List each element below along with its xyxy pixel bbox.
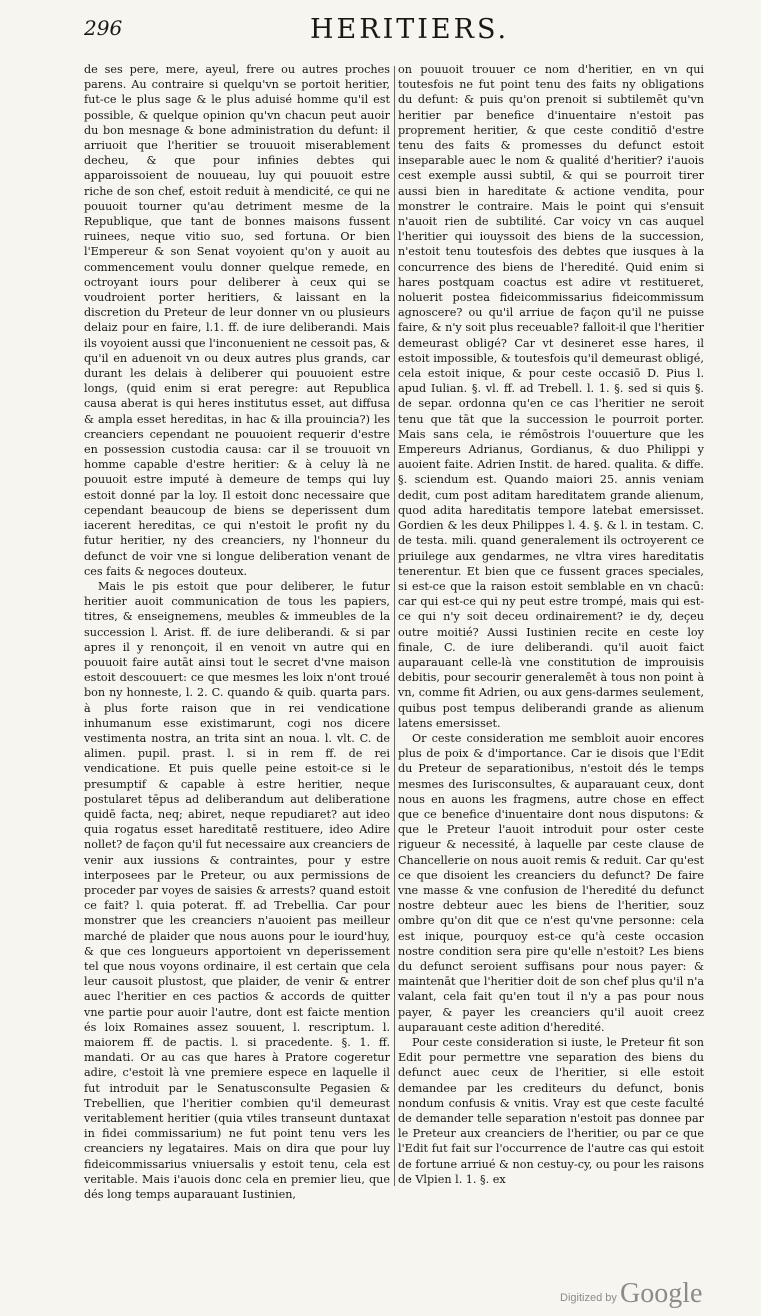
page-header [84, 14, 704, 64]
digitization-watermark [560, 1278, 720, 1312]
column-divider [394, 66, 395, 1186]
right-column [398, 62, 704, 1187]
left-paragraph-1: de ses pere, mere, ayeul, frere ou autres proches parens. Au contraire si quelqu'vn se portoit heritier, fut-ce le plus sage & le plus aduisé homme qu'il est possible, & quelque opinion qu'vn chacun peut auoir du bon mesnage & bone administration du defunt: il arriuoit que l'heritier se trouuoit miserablement decheu, & que pour infinies debtes qui apparoissoient de nouueau, luy qui pouuoit estre riche de son chef, estoit reduit à mendicité, ce qui ne pouuoit tourner qu'au detriment mesme de la Republique, que tant de bonnes maisons fussent ruinees, neque vitio suo, sed fortuna. Or bien l'Empereur & son Senat voyoient qu'on y auoit au commencement voulu donner quelque remede, en octroyant iours pour deliberer à ceux qui se voudroient porter heritiers, & laissant en la discretion du Preteur de leur donner vn ou plusieurs delaiz pour en faire, l.1. ff. de iure deliberandi. Mais ils voyoient aussi que l'inconuenient ne cessoit pas, & qu'il en aduenoit vn ou deux autres plus grands, car durant les delais à deliberer qui pouuoient estre longs, (quid enim si erat peregre: aut Republica causa aberat is qui heres institutus esset, aut diffusa & ampla esset hereditas, in hac & illa prouincia?) les creanciers cependant ne pouuoient requerir d'estre en possession custodia causa: car il se trouuoit vn homme capable d'estre heritier: & à celuy là ne pouuoit estre imputé à demeure de temps qui luy estoit donné par la loy. Il estoit donc necessaire que cependant beaucoup de biens se deperissent dum iacerent hereditas, ce qui n'estoit le profit ny du futur heritier, ny des creanciers, ny l'honneur du defunct de voir vne si longue deliberation venant de ces faits & negoces douteux. [84, 63, 390, 578]
watermark-prefix: Digitized by [560, 1292, 617, 1304]
left-paragraph-2: Mais le pis estoit que pour deliberer, le futur heritier auoit communication de tous les papiers, titres, & enseignemens, meubles & immeubles de la succession l. Arist. ff. de iure deliberandi. & si par apres il y renonçoit, il en venoit vn autre qui en pouuoit faire autāt ainsi tout le secret d'vne maison estoit descouuert: ce que mesmes les loix n'ont troué bon ny honneste, l. 2. C. quando & quib. quarta pars. à plus forte raison que in rei vendicatione inhumanum esse existimarunt, cogi nos dicere vestimenta nostra, an trita sint an noua. l. vlt. C. de alimen. pupil. prast. l. si in rem ff. de rei vendicatione. Et puis quelle peine estoit-ce si le presumptif & capable à estre heritier, neque postularet tēpus ad deliberandum aut deliberatione quidē facta, neq; abiret, neque repudiaret? aut ideo quia rogatus esset hareditatē restituere, ideo Adire nollet? de façon qu'il fut necessaire aux creanciers de venir aux iussions & contraintes, pour y estre interposees par le Preteur, ou aux permissions de proceder par voyes de saisies & arrests? quand estoit ce fait? l. quia poterat. ff. ad Trebellia. Car pour monstrer que les creanciers n'auoient pas meilleur marché de plaider que nous auons pour le iourd'huy, & que ces longueurs apportoient vn deperissement tel que nous voyons ordinaire, il est certain que cela leur causoit plustost, que plaider, de venir & entrer auec l'heritier en ces pactios & accords de quitter vne partie pour auoir l'autre, dont est faicte mention és loix Romaines assez souuent, l. rescriptum. l. maiorem ff. de pactis. l. si pracedente. §. 1. ff. mandati. Or au cas que hares à Pratore cogeretur adire, c'estoit là vne premiere espece en laquelle il fut introduit par le Senatusconsulte Pegasien & Trebellien, que l'heritier combien qu'il demeurast veritablement heritier (quia vtiles transeunt duntaxat in fidei commissarium) ne fut point tenu vers les creanciers ny legataires. Mais on dira que pour luy fideicommissarius vniuersalis y estoit tenu, cela est veritable. Mais i'auois donc cela en premier lieu, que dés long temps auparauant Iustinien, [84, 579, 390, 1202]
watermark-brand: Google [620, 1278, 703, 1309]
running-title: HERITIERS. [310, 14, 510, 45]
right-paragraph-2: Or ceste consideration me sembloit auoir encores plus de poix & d'importance. Car ie disois que l'Edit du Preteur de separationibus, n'estoit dés le temps mesmes des Iurisconsultes, & auparauant ceux, dont nous en auons les fragmens, autre chose en effect que ce benefice d'inuentaire dont nous disputons: & que le Preteur l'auoit introduit pour oster ceste rigueur & necessité, à laquelle par ceste clause de Chancellerie on nous auoit remis & reduit. Car qu'est ce que disoient les creanciers du defunct? De faire vne masse & vne confusion de l'heredité du defunct nostre debteur auec les biens de l'heritier, souz ombre qu'on dit que ce n'est qu'vne personne: cela est inique, pourquoy est-ce qu'à ceste occasion nostre condition sera pire qu'elle n'estoit? Les biens du defunct seroient suffisans pour nous payer: & maintenāt que l'heritier doit de son chef plus qu'il n'a valant, cela fait qu'en tout il n'y a pas pour nous payer, & payer les creanciers qu'il auoit creez auparauant ceste adition d'heredité. [398, 731, 704, 1034]
right-paragraph-1: on pouuoit trouuer ce nom d'heritier, en vn qui toutesfois ne fut point tenu des faits ny obligations du defunt: & puis qu'on prenoit si subtilemēt qu'vn heritier par benefice d'inuentaire n'estoit pas proprement heritier, & que ceste conditiō d'estre tenu des faits & promesses du defunct estoit inseparable auec le nom & qualité d'heritier? i'auois cest exemple aussi subtil, & qui se pourroit tirer aussi bien in hareditate & actione vendita, pour monstrer le contraire. Mais le point qui s'ensuit n'auoit rien de subtilité. Car voicy vn cas auquel l'heritier qui iouyssoit des biens de la succession, n'estoit tenu toutesfois des debtes que iusques à la concurrence des biens de l'heredité. Quid enim si hares postquam coactus est adire vt restitueret, noluerit postea fideicommissarius fideicommissum agnoscere? ou qu'il arriue de façon qu'il ne puisse faire, & n'y soit plus receuable? falloit-il que l'heritier demeurast obligé? Car vt desineret esse hares, il estoit impossible, & toutesfois qu'il demeurast obligé, cela estoit inique, & pour ceste occasiō D. Pius l. apud Iulian. §. vl. ff. ad Trebell. l. 1. §. sed si quis §. de separ. ordonna qu'en ce cas l'heritier ne seroit tenu que tāt que la succession le pourroit porter. Mais sans cela, ie rémōstrois l'ouuerture que les Empereurs Adrianus, Gordianus, & duo Philippi y auoient faite. Adrien Instit. de hared. qualita. & diffe. §. sciendum est. Quando maiori 25. annis veniam dedit, cum post aditam hareditatem grande alienum, quod adita hareditatis tempore latebat emersisset. Gordien & les deux Philippes l. 4. §. & l. in testam. C. de testa. mili. quand generalement ils octroyerent ce priuilege aux gendarmes, ne vltra vires hareditatis tenerentur. Et bien que ce fussent graces speciales, si est-ce que la raison estoit semblable en vn chacū: car qui est-ce qui ny peut estre trompé, mais qui est-ce qui n'y soit deceu ordinairement? ie dy, deçeu outre moitié? Aussi Iustinien recite en ceste loy finale, C. de iure deliberandi. qu'il auoit faict auparauant celle-là vne constitution de improuisis debitis, pour secourir generalemēt à tous non point à vn, comme fit Adrien, ou aux gens-darmes seulement, quibus post tempus deliberandi grande as alienum latens emersisset. [398, 63, 704, 730]
right-paragraph-3: Pour ceste consideration si iuste, le Preteur fit son Edit pour permettre vne separation des biens du defunct auec ceux de l'heritier, si elle estoit demandee par les crediteurs du defunct, bonis nondum confusis & vnitis. Vray est que ceste faculté de demander telle separation n'estoit pas donnee par le Preteur aux creanciers de l'heritier, ou par ce que l'Edit fut fait sur l'occurrence de l'autre cas qui estoit de fortune arriué & non cestuy-cy, ou pour les raisons de Vlpien l. 1. §. ex [398, 1036, 704, 1186]
left-column [84, 62, 390, 1202]
page-number: 296 [84, 16, 123, 40]
